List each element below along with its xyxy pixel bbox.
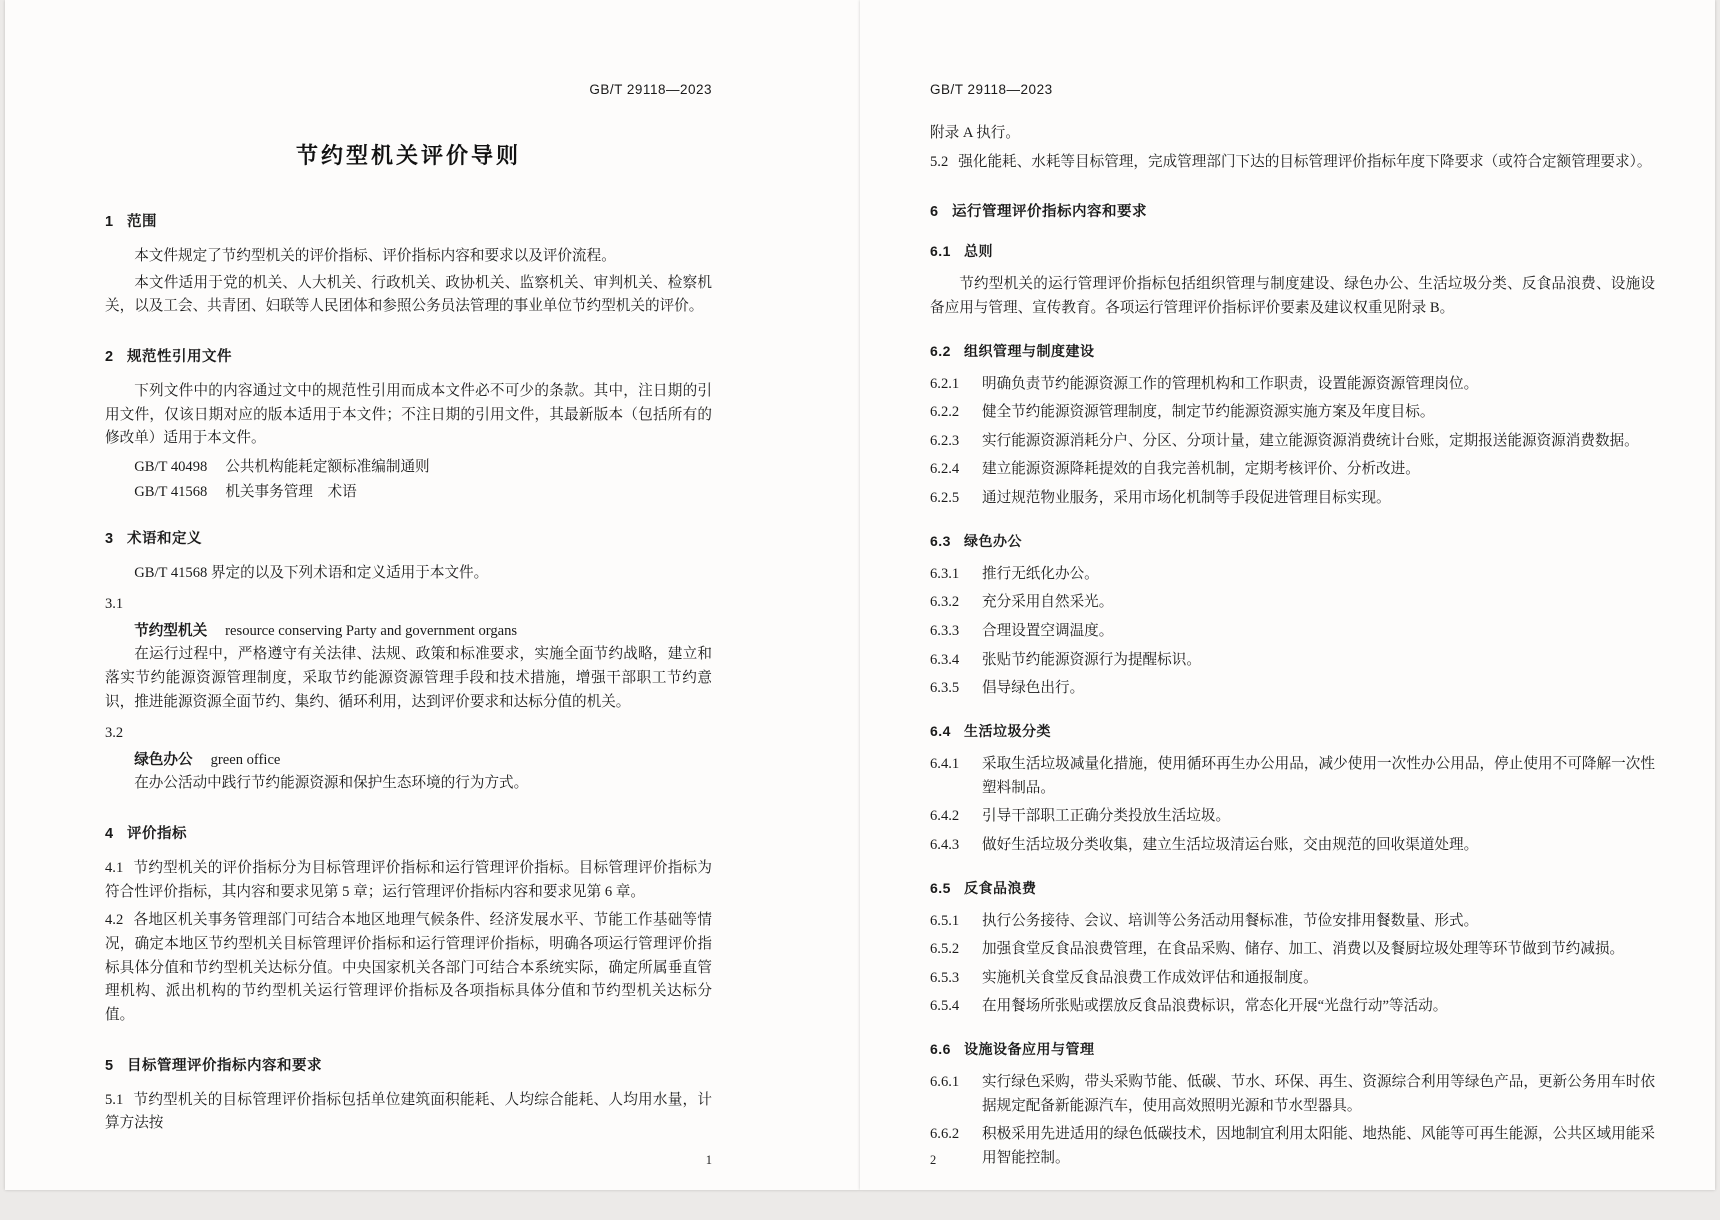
clause-6-3-4 xyxy=(930,649,1655,673)
normative-reference-1 xyxy=(105,455,712,476)
clause-6-3-3-text: 合理设置空调温度。 xyxy=(982,623,1114,640)
term-3-2-cn: 绿色办公 xyxy=(134,752,193,769)
heading-6-2-title: 组织管理与制度建设 xyxy=(964,342,1095,359)
clause-6-3-5 xyxy=(930,677,1655,701)
clause-6-2-4-text: 建立能源资源降耗提效的自我完善机制，定期考核评价、分析改进。 xyxy=(982,461,1420,478)
clause-4-1-number: 4.1 xyxy=(105,860,124,877)
page-right xyxy=(860,0,1715,1190)
clause-5-2-number: 5.2 xyxy=(930,153,949,170)
clause-6-3-5-text: 倡导绿色出行。 xyxy=(982,680,1085,697)
term-3-1-number: 3.1 xyxy=(105,596,124,613)
page-number-right: 2 xyxy=(930,1153,937,1167)
heading-6-1-number: 6.1 xyxy=(930,243,951,260)
heading-6-1-title: 总则 xyxy=(964,243,993,260)
heading-2-text: 规范性引用文件 xyxy=(127,348,232,365)
clause-6-2-3-text: 实行能源资源消耗分户、分区、分项计量，建立能源资源消费统计台账，定期报送能源资源消费数据。 xyxy=(982,432,1639,449)
heading-6-3-title: 绿色办公 xyxy=(964,532,1022,549)
heading-section-6-1 xyxy=(930,241,1655,261)
heading-1-text: 范围 xyxy=(127,214,157,230)
clause-5-1-continuation: 附录 A 执行。 xyxy=(930,125,1020,141)
heading-6-5-title: 反食品浪费 xyxy=(964,879,1037,896)
clause-6-5-1-number: 6.5.1 xyxy=(930,912,960,929)
heading-section-6-4 xyxy=(930,721,1655,741)
normative-reference-2-name: 机关事务管理 术语 xyxy=(225,483,357,500)
heading-section-3 xyxy=(105,527,712,548)
clause-6-2-3 xyxy=(930,430,1655,454)
heading-section-6 xyxy=(930,200,1655,221)
heading-2-number: 2 xyxy=(105,348,114,365)
clause-4-1 xyxy=(105,857,712,904)
clause-5-2 xyxy=(930,151,1655,175)
clause-6-5-3 xyxy=(930,967,1655,991)
clause-5-1 xyxy=(105,1089,712,1136)
clause-6-2-5-text: 通过规范物业服务，采用市场化机制等手段促进管理目标实现。 xyxy=(982,490,1391,507)
normative-reference-2 xyxy=(105,480,712,501)
clause-6-4-1-text: 采取生活垃圾减量化措施，使用循环再生办公用品，减少使用一次性办公用品，停止使用不可降解一次性塑料制品。 xyxy=(982,755,1655,796)
clause-6-6-1-text: 实行绿色采购，带头采购节能、低碳、节水、环保、再生、资源综合利用等绿色产品，更新公务用车时依据规定配备新能源汽车，使用高效照明光源和节水型器具。 xyxy=(982,1074,1655,1114)
heading-section-6-3 xyxy=(930,531,1655,551)
clause-6-3-1-text: 推行无纸化办公。 xyxy=(982,565,1099,582)
heading-section-6-5 xyxy=(930,878,1655,898)
clause-4-2-text: 各地区机关事务管理部门可结合本地区地理气候条件、经济发展水平、节能工作基础等情况，确定本地区节约型机关目标管理评价指标和运行管理评价指标，明确各项运行管理评价指标具体分值和节约型机关达标分值。中央国家机关各部门可结合本系统实际，确定所属垂直管理机构、派出机构的节约型机关运行管理评价指标及各项指标具体分值和节约型机关达标分值。 xyxy=(105,912,712,1023)
clause-6-5-1-text: 执行公务接待、会议、培训等公务活动用餐标准，节俭安排用餐数量、形式。 xyxy=(982,912,1479,929)
clause-6-3-1 xyxy=(930,563,1655,587)
clause-6-3-3 xyxy=(930,620,1655,644)
clause-6-5-2-number: 6.5.2 xyxy=(930,941,960,958)
clause-6-3-4-text: 张贴节约能源资源行为提醒标识。 xyxy=(982,651,1201,668)
heading-6-2-number: 6.2 xyxy=(930,342,951,359)
clause-6-5-4 xyxy=(930,995,1655,1019)
clause-6-6-2-text: 积极采用先进适用的绿色低碳技术，因地制宜利用太阳能、地热能、风能等可再生能源，公共区域用能采用智能控制。 xyxy=(982,1126,1655,1167)
term-3-1-cn: 节约型机关 xyxy=(134,623,208,640)
heading-6-5-number: 6.5 xyxy=(930,879,951,896)
clause-6-3-1-number: 6.3.1 xyxy=(930,565,960,582)
heading-5-text: 目标管理评价指标内容和要求 xyxy=(127,1057,322,1074)
clause-5-1-text: 节约型机关的目标管理评价指标包括单位建筑面积能耗、人均综合能耗、人均用水量，计算方法按 xyxy=(105,1091,712,1132)
clause-5-2-text: 强化能耗、水耗等目标管理，完成管理部门下达的目标管理评价指标年度下降要求（或符合定额管理要求）。 xyxy=(958,153,1652,170)
clause-6-5-3-text: 实施机关食堂反食品浪费工作成效评估和通报制度。 xyxy=(982,969,1318,986)
page-left xyxy=(5,0,860,1190)
clause-6-4-2-number: 6.4.2 xyxy=(930,808,960,825)
clause-6-2-2-text: 健全节约能源资源管理制度，制定节约能源资源实施方案及年度目标。 xyxy=(982,404,1435,421)
normative-reference-2-id: GB/T 41568 xyxy=(134,483,208,500)
heading-6-4-title: 生活垃圾分类 xyxy=(964,722,1051,739)
normative-reference-1-name: 公共机构能耗定额标准编制通则 xyxy=(225,458,430,475)
clause-6-3-5-number: 6.3.5 xyxy=(930,680,960,697)
clause-6-2-1 xyxy=(930,373,1655,397)
heading-6-6-number: 6.6 xyxy=(930,1041,951,1058)
heading-3-text: 术语和定义 xyxy=(127,530,202,547)
section-3-paragraph-1: GB/T 41568 界定的以及下列术语和定义适用于本文件。 xyxy=(134,564,489,581)
clause-6-3-2 xyxy=(930,591,1655,615)
heading-6-text: 运行管理评价指标内容和要求 xyxy=(952,204,1147,221)
clause-5-1-number: 5.1 xyxy=(105,1091,124,1108)
heading-section-5 xyxy=(105,1054,712,1075)
heading-3-number: 3 xyxy=(105,530,114,547)
term-3-2-number: 3.2 xyxy=(105,725,124,742)
clause-4-1-text: 节约型机关的评价指标分为目标管理评价指标和运行管理评价指标。目标管理评价指标为符合性评价指标，其内容和要求见第 5 章；运行管理评价指标内容和要求见第 6 章。 xyxy=(105,860,712,900)
clause-6-2-4-number: 6.2.4 xyxy=(930,461,960,478)
document-title: 节约型机关评价导则 xyxy=(295,143,521,168)
clause-6-1-paragraph: 节约型机关的运行管理评价指标包括组织管理与制度建设、绿色办公、生活垃圾分类、反食品浪费、设施设备应用与管理、宣传教育。各项运行管理评价指标评价要素及建议权重见附录 B。 xyxy=(930,276,1655,316)
clause-6-4-1 xyxy=(930,753,1655,800)
heading-section-6-6 xyxy=(930,1039,1655,1059)
clause-6-3-4-number: 6.3.4 xyxy=(930,651,960,668)
clause-6-3-2-number: 6.3.2 xyxy=(930,594,960,611)
clause-6-5-1 xyxy=(930,910,1655,934)
term-3-1-definition: 在运行过程中，严格遵守有关法律、法规、政策和标准要求，实施全面节约战略，建立和落实节约能源资源管理制度，采取节约能源资源管理手段和技术措施，增强干部职工节约意识，推进能源资源全面节约、集约、循环利用，达到评价要求和达标分值的机关。 xyxy=(105,646,712,710)
heading-section-4 xyxy=(105,822,712,843)
heading-4-number: 4 xyxy=(105,826,114,843)
clause-6-2-1-text: 明确负责节约能源资源工作的管理机构和工作职责，设置能源资源管理岗位。 xyxy=(982,375,1479,392)
page-number-left: 1 xyxy=(705,1153,712,1167)
heading-6-number: 6 xyxy=(930,204,939,221)
term-3-2-en: green office xyxy=(210,752,281,769)
clause-6-5-4-number: 6.5.4 xyxy=(930,998,960,1015)
clause-6-4-1-number: 6.4.1 xyxy=(930,755,960,772)
clause-6-4-3-number: 6.4.3 xyxy=(930,836,960,853)
clause-6-4-3-text: 做好生活垃圾分类收集，建立生活垃圾清运台账，交由规范的回收渠道处理。 xyxy=(982,836,1479,853)
clause-6-6-2-number: 6.6.2 xyxy=(930,1126,960,1143)
section-1-paragraph-2: 本文件适用于党的机关、人大机关、行政机关、政协机关、监察机关、审判机关、检察机关，以及工会、共青团、妇联等人民团体和参照公务员法管理的事业单位节约型机关的评价。 xyxy=(105,274,712,315)
clause-6-5-3-number: 6.5.3 xyxy=(930,969,960,986)
clause-4-2-number: 4.2 xyxy=(105,912,124,929)
heading-5-number: 5 xyxy=(105,1057,114,1074)
clause-6-2-5-number: 6.2.5 xyxy=(930,490,960,507)
heading-6-4-number: 6.4 xyxy=(930,722,951,739)
clause-6-4-2-text: 引导干部职工正确分类投放生活垃圾。 xyxy=(982,808,1231,825)
heading-6-6-title: 设施设备应用与管理 xyxy=(964,1041,1095,1058)
term-3-1-heading xyxy=(105,619,712,640)
heading-section-6-2 xyxy=(930,341,1655,361)
heading-6-3-number: 6.3 xyxy=(930,532,951,549)
clause-6-3-2-text: 充分采用自然采光。 xyxy=(982,594,1114,611)
heading-section-1 xyxy=(105,210,712,231)
clause-6-6-1-number: 6.6.1 xyxy=(930,1074,960,1091)
clause-6-2-4 xyxy=(930,458,1655,482)
clause-6-2-1-number: 6.2.1 xyxy=(930,375,960,392)
heading-section-2 xyxy=(105,345,712,366)
clause-6-2-3-number: 6.2.3 xyxy=(930,432,960,449)
clause-6-5-2-text: 加强食堂反食品浪费管理，在食品采购、储存、加工、消费以及餐厨垃圾处理等环节做到节约减损。 xyxy=(982,941,1625,958)
clause-6-5-4-text: 在用餐场所张贴或摆放反食品浪费标识，常态化开展“光盘行动”等活动。 xyxy=(982,998,1448,1015)
clause-6-4-2 xyxy=(930,805,1655,829)
term-3-2-definition: 在办公活动中践行节约能源资源和保护生态环境的行为方式。 xyxy=(134,775,529,792)
section-2-paragraph-1: 下列文件中的内容通过文中的规范性引用而成本文件必不可少的条款。其中，注日期的引用文件，仅该日期对应的版本适用于本文件；不注日期的引用文件，其最新版本（包括所有的修改单）适用于本文件。 xyxy=(105,382,712,447)
clause-6-6-2 xyxy=(930,1123,1655,1170)
clause-6-2-2 xyxy=(930,401,1655,425)
heading-4-text: 评价指标 xyxy=(127,826,187,843)
clause-6-6-1 xyxy=(930,1071,1655,1118)
clause-4-2 xyxy=(105,909,712,1027)
term-3-1-en: resource conserving Party and government organs xyxy=(225,623,518,640)
clause-6-2-2-number: 6.2.2 xyxy=(930,404,960,421)
section-1-paragraph-1: 本文件规定了节约型机关的评价指标、评价指标内容和要求以及评价流程。 xyxy=(134,248,616,264)
term-3-2-heading xyxy=(105,748,712,769)
heading-1-number: 1 xyxy=(105,214,114,230)
clause-6-3-3-number: 6.3.3 xyxy=(930,623,960,640)
standard-number-header-right: GB/T 29118—2023 xyxy=(930,82,1053,97)
clause-6-5-2 xyxy=(930,938,1655,962)
normative-reference-1-id: GB/T 40498 xyxy=(134,458,208,475)
clause-6-4-3 xyxy=(930,834,1655,858)
standard-number-header-left: GB/T 29118—2023 xyxy=(589,82,712,97)
clause-6-2-5 xyxy=(930,487,1655,511)
